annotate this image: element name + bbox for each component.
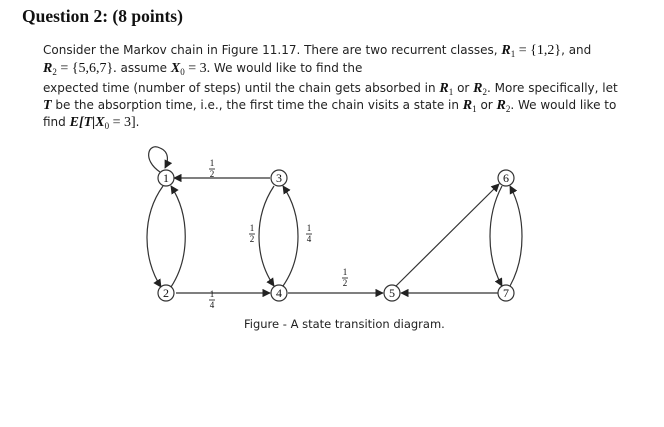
- math-r2: $R_2$: [496, 98, 511, 114]
- svg-text:2: 2: [163, 286, 169, 300]
- svg-text:1: 1: [306, 223, 312, 233]
- svg-text:2: 2: [249, 234, 255, 244]
- text-span: find: [43, 115, 70, 129]
- math-r1: $R_1$: [462, 98, 477, 114]
- text-span: or: [453, 81, 474, 95]
- node-1: [158, 170, 174, 186]
- svg-text:7: 7: [503, 286, 509, 300]
- math-r2: $R_2$: [473, 81, 487, 97]
- node-5: [384, 285, 400, 301]
- text-span: or: [476, 98, 497, 112]
- figure-caption: Figure - A state transition diagram.: [244, 317, 445, 331]
- svg-text:3: 3: [276, 171, 282, 185]
- edge-3-to-4: [259, 186, 274, 286]
- node-6: [498, 170, 514, 186]
- svg-text:1: 1: [163, 171, 169, 185]
- svg-text:2: 2: [342, 278, 348, 288]
- svg-text:4: 4: [209, 300, 215, 310]
- edge-4-to-3: [283, 186, 298, 286]
- text-span: Consider the Markov chain in Figure 11.17. There are two recurrent classes,: [43, 43, 502, 57]
- edge-1-to-2: [147, 186, 163, 287]
- svg-text:2: 2: [209, 169, 215, 179]
- edge-label-3-to-4: [249, 223, 255, 244]
- svg-text:4: 4: [276, 286, 282, 300]
- text-span: . More specifically, let: [487, 81, 618, 95]
- edge-label-2-to-4: [209, 289, 215, 310]
- edge-label-4-to-5: [342, 267, 348, 288]
- edge-5-to-6: [396, 184, 499, 286]
- math-expectation: $E[T|X_0 = 3]$: [69, 115, 136, 131]
- edge-label-3-to-1: [209, 158, 215, 179]
- math-r1: $R_1 = \{1,2\}$: [501, 43, 562, 59]
- text-span: assume: [116, 61, 171, 75]
- svg-text:1: 1: [342, 267, 348, 277]
- svg-text:1: 1: [209, 289, 215, 299]
- svg-text:1: 1: [209, 158, 215, 168]
- edge-7-to-6: [510, 186, 522, 286]
- text-span: be the absorption time, i.e., the first time the chain visits a state in: [51, 98, 463, 112]
- text-span: We would like to find the: [210, 61, 363, 75]
- node-2: [158, 285, 174, 301]
- text-span: , and: [561, 43, 592, 57]
- edge-self-loop-1: [149, 147, 168, 172]
- text-span: expected time (number of steps) until the chain gets absorbed in: [43, 81, 440, 95]
- node-4: [271, 285, 287, 301]
- svg-text:1: 1: [249, 223, 255, 233]
- math-x0: $X_0 = 3$.: [170, 61, 211, 77]
- math-r2: $R_2 = \{5,6,7\}$.: [43, 61, 117, 77]
- svg-text:4: 4: [306, 234, 312, 244]
- question-title: Question 2: (8 points): [22, 6, 183, 26]
- math-t: T: [43, 98, 52, 113]
- math-r1: $R_1$: [439, 81, 454, 97]
- svg-text:6: 6: [503, 171, 509, 185]
- svg-text:5: 5: [389, 286, 395, 300]
- node-3: [271, 170, 287, 186]
- node-7: [498, 285, 514, 301]
- edge-2-to-1: [171, 186, 185, 287]
- text-span: . We would like to: [510, 98, 617, 112]
- text-span: .: [135, 115, 140, 129]
- edge-6-to-7: [490, 186, 502, 286]
- edge-label-4-to-3: [306, 223, 312, 244]
